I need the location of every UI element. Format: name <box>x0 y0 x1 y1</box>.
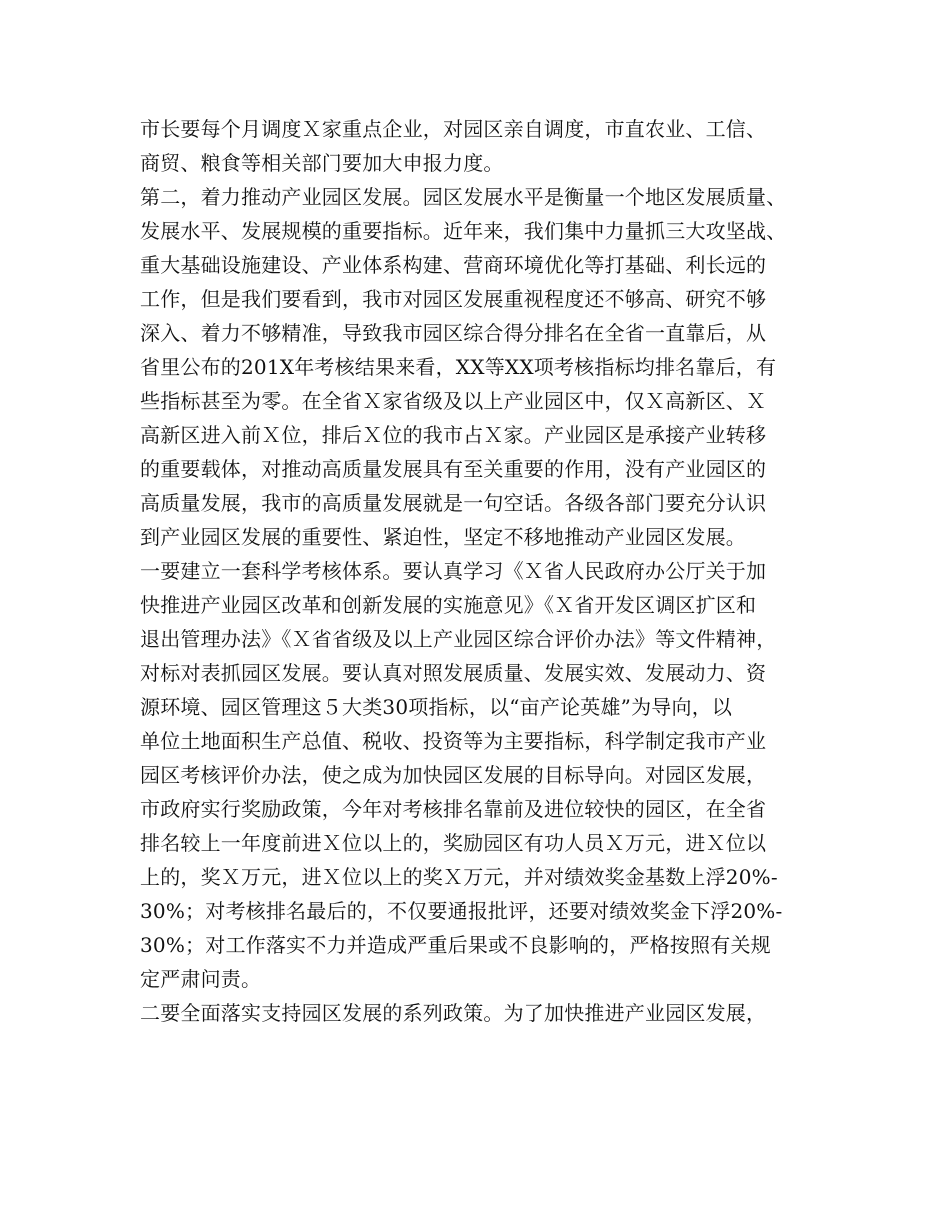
text-line: 高质量发展，我市的高质量发展就是一句空话。各级各部门要充分认识 <box>140 491 767 515</box>
text-line: 一要建立一套科学考核体系。要认真学习《Ｘ省人民政府办公厅关于加 <box>140 559 767 583</box>
text-line: 高新区进入前Ｘ位，排后Ｘ位的我市占Ｘ家。产业园区是承接产业转移 <box>140 423 767 447</box>
text-line: 30%；对考核排名最后的，不仅要通报批评，还要对绩效奖金下浮20%- <box>140 899 783 923</box>
text-line: 上的，奖Ｘ万元，进Ｘ位以上的奖Ｘ万元，并对绩效奖金基数上浮20%- <box>140 865 778 889</box>
text-line: 到产业园区发展的重要性、紧迫性，坚定不移地推动产业园区发展。 <box>140 525 746 549</box>
text-line: 省里公布的201X年考核结果来看，XX等XX项考核指标均排名靠后，有 <box>140 355 777 379</box>
text-line: 单位土地面积生产总值、税收、投资等为主要指标，科学制定我市产业 <box>140 729 767 753</box>
text-line: 市政府实行奖励政策，今年对考核排名靠前及进位较快的园区，在全省 <box>140 797 767 821</box>
text-line: 第二，着力推动产业园区发展。园区发展水平是衡量一个地区发展质量、 <box>140 185 787 209</box>
text-line: 的重要载体，对推动高质量发展具有至关重要的作用，没有产业园区的 <box>140 457 767 481</box>
text-line: 排名较上一年度前进Ｘ位以上的，奖励园区有功人员Ｘ万元，进Ｘ位以 <box>140 831 767 855</box>
text-line: 商贸、粮食等相关部门要加大申报力度。 <box>140 151 504 175</box>
text-line: 深入、着力不够精准，导致我市园区综合得分排名在全省一直靠后，从 <box>140 321 767 345</box>
document-page <box>140 112 816 1030</box>
text-line: 二要全面落实支持园区发展的系列政策。为了加快推进产业园区发展， <box>140 1001 767 1025</box>
text-line: 园区考核评价办法，使之成为加快园区发展的目标导向。对园区发展， <box>140 763 767 787</box>
text-line: 快推进产业园区改革和创新发展的实施意见》《Ｘ省开发区调区扩区和 <box>140 593 757 617</box>
text-line: 重大基础设施建设、产业体系构建、营商环境优化等打基础、利长远的 <box>140 253 767 277</box>
text-line: 30%；对工作落实不力并造成严重后果或不良影响的，严格按照有关规 <box>140 933 771 957</box>
text-line: 工作，但是我们要看到，我市对园区发展重视程度还不够高、研究不够 <box>140 287 767 311</box>
text-line: 发展水平、发展规模的重要指标。近年来，我们集中力量抓三大攻坚战、 <box>140 219 787 243</box>
text-line: 定严肃问责。 <box>140 967 262 991</box>
text-line: 退出管理办法》《Ｘ省省级及以上产业园区综合评价办法》等文件精神， <box>140 627 777 651</box>
text-line: 市长要每个月调度Ｘ家重点企业，对园区亲自调度，市直农业、工信、 <box>140 117 767 141</box>
text-line: 对标对表抓园区发展。要认真对照发展质量、发展实效、发展动力、资 <box>140 661 767 685</box>
text-line: 源环境、园区管理这５大类30项指标，以“亩产论英雄”为导向，以 <box>140 695 733 719</box>
text-line: 些指标甚至为零。在全省Ｘ家省级及以上产业园区中，仅Ｘ高新区、Ｘ <box>140 389 767 413</box>
